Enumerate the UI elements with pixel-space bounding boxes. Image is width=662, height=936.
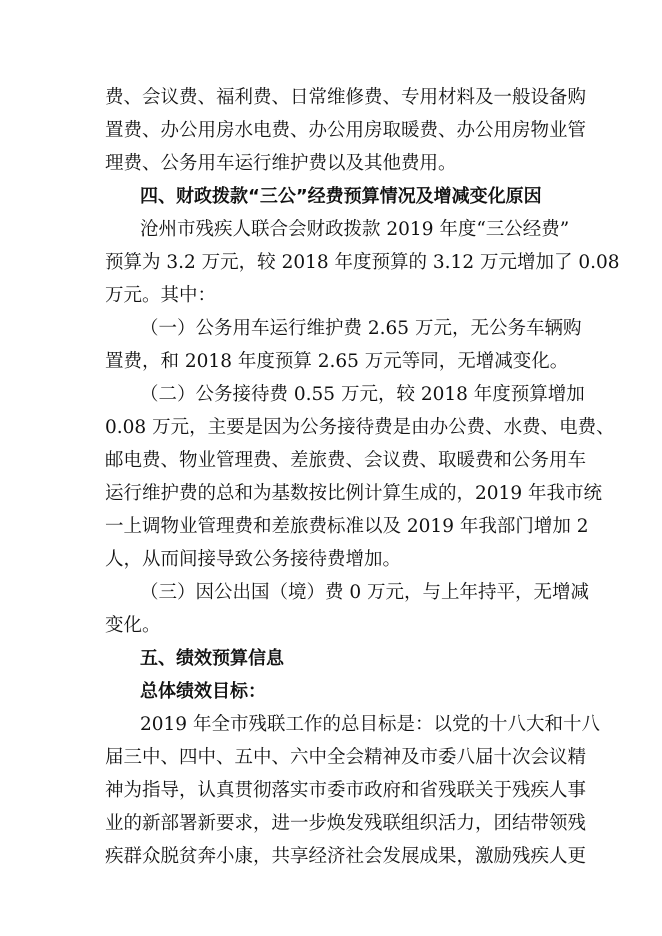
text-line: 邮电费、物业管理费、差旅费、会议费、取暖费和公务用车 [105, 450, 587, 471]
subsection-heading: 总体绩效目标： [140, 681, 266, 702]
text-line: 费、会议费、福利费、日常维修费、专用材料及一般设备购 [105, 87, 587, 108]
text-line: 业的新部署新要求，进一步焕发残联组织活力，团结带领残 [105, 813, 587, 834]
text-line: 疾群众脱贫奔小康，共享经济社会发展成果，激励残疾人更 [105, 846, 587, 867]
section-heading: 四、财政拨款“三公”经费预算情况及增减变化原因 [140, 186, 542, 207]
text-line: 置费，和 2018 年度预算 2.65 万元等同，无增减变化。 [105, 351, 569, 372]
text-line: 届三中、四中、五中、六中全会精神及市委八届十次会议精 [105, 747, 587, 768]
text-line: 变化。 [105, 615, 161, 636]
text-line: 预算为 3.2 万元，较 2018 年度预算的 3.12 万元增加了 0.08 [105, 252, 620, 273]
text-line: （三）因公出国（境）费 0 万元，与上年持平，无增减 [140, 582, 590, 603]
text-line: 神为指导，认真贯彻落实市委市政府和省残联关于残疾人事 [105, 780, 587, 801]
text-line: 一上调物业管理费和差旅费标准以及 2019 年我部门增加 2 [105, 516, 589, 537]
section-heading: 五、绩效预算信息 [140, 648, 284, 669]
text-line: 运行维护费的总和为基数按比例计算生成的，2019 年我市统 [105, 483, 602, 504]
text-line: 2019 年全市残联工作的总目标是：以党的十八大和十八 [140, 714, 600, 735]
text-line: （二）公务接待费 0.55 万元，较 2018 年度预算增加 [140, 384, 585, 405]
text-line: 置费、办公用房水电费、办公用房取暖费、办公用房物业管 [105, 120, 587, 141]
text-line: 沧州市残疾人联合会财政拨款 2019 年度“三公经费” [140, 219, 570, 240]
text-line: 万元。其中： [105, 285, 217, 306]
text-line: （一）公务用车运行维护费 2.65 万元，无公务车辆购 [140, 318, 582, 339]
text-line: 理费、公务用车运行维护费以及其他费用。 [105, 153, 457, 174]
text-line: 人，从而间接导致公务接待费增加。 [105, 549, 402, 570]
text-line: 0.08 万元，主要是因为公务接待费是由办公费、水费、电费、 [105, 417, 615, 438]
